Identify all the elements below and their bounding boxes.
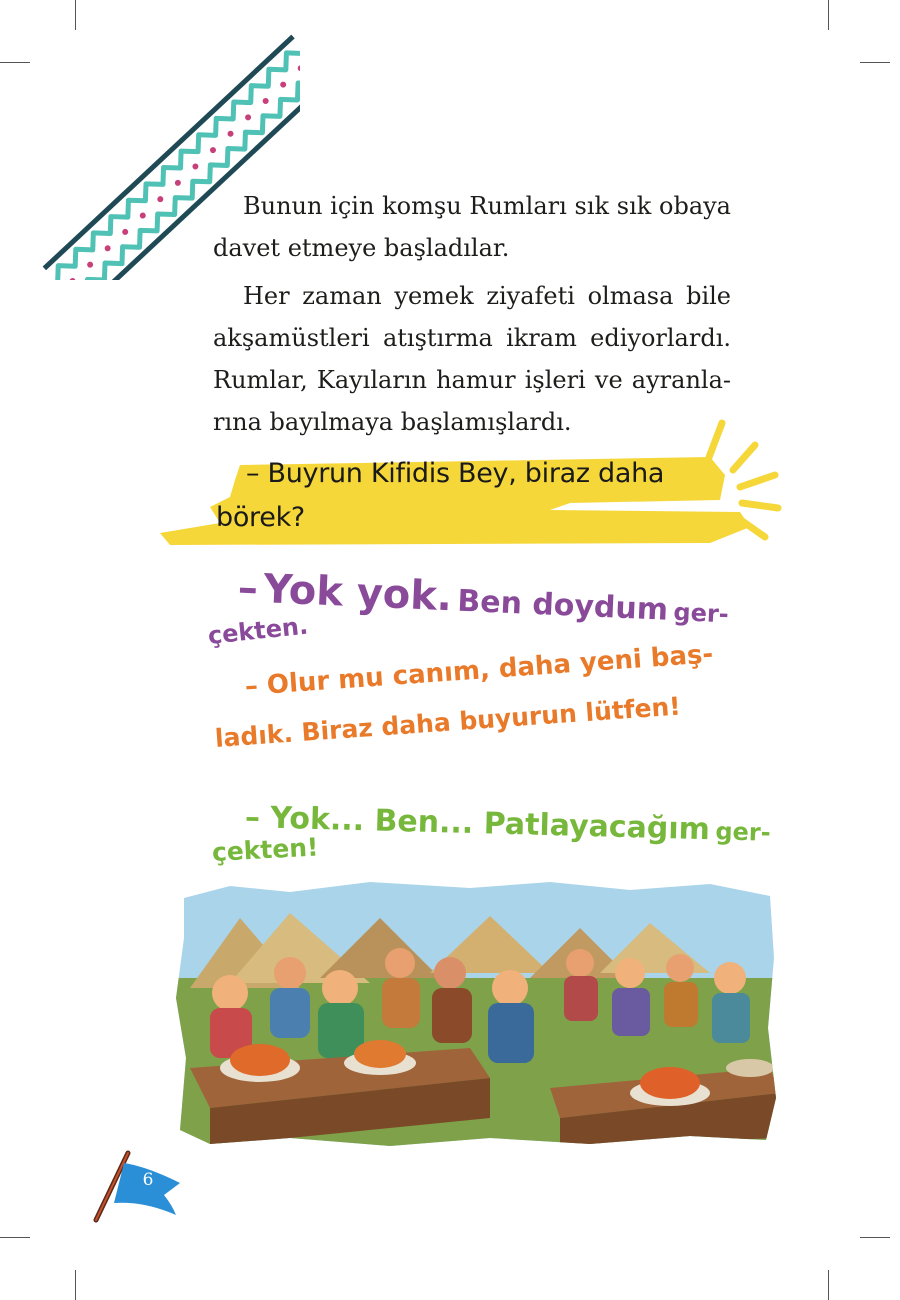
paragraph-1 <box>213 185 731 269</box>
text-line: Rumlar, Kayıların hamur işleri ve ayranla- <box>213 366 731 394</box>
crop-mark <box>75 1270 76 1300</box>
crop-mark <box>860 62 890 63</box>
dialogue-purple-line1 <box>237 565 730 632</box>
text-line: akşamüstleri atıştırma ikram ediyorlardı. <box>213 324 731 352</box>
text-line: rına bayılmaya başlamışlardı. <box>213 408 572 436</box>
crop-mark <box>0 1237 30 1238</box>
dialogue-purple-line2: çekten. <box>206 611 310 650</box>
dialogue-emphasis: Yok yok. <box>262 566 454 621</box>
dialogue-green-line2: çekten! <box>211 832 320 867</box>
text-line: Her zaman yemek ziyafeti olmasa bile <box>243 282 731 310</box>
dialogue-orange-line2: ladık. Biraz daha buyurun lütfen! <box>213 691 682 753</box>
dialogue-text: ger- <box>715 817 772 847</box>
crop-mark <box>860 1237 890 1238</box>
dialogue-text: ger- <box>672 598 730 629</box>
page-number: 6 <box>142 1170 154 1190</box>
highlighted-dialogue-line: – Buyrun Kifidis Bey, biraz daha <box>246 458 665 489</box>
text-line: davet etmeye başladılar. <box>213 234 510 262</box>
crop-mark <box>828 1270 829 1300</box>
feast-illustration <box>170 878 780 1148</box>
dialogue-text: Ben doydum <box>456 583 669 628</box>
text-line: Bunun için komşu Rumları sık sık obaya <box>243 192 731 220</box>
dialogue-green-line1 <box>245 800 772 849</box>
highlighted-dialogue-line: börek? <box>216 502 305 533</box>
crop-mark <box>828 0 829 30</box>
dialogue-dash: – <box>236 565 259 612</box>
dialogue-orange-line1: – Olur mu canım, daha yeni baş- <box>243 639 715 702</box>
dialogue-text: – Yok... Ben... Patlayacağım <box>244 800 711 848</box>
